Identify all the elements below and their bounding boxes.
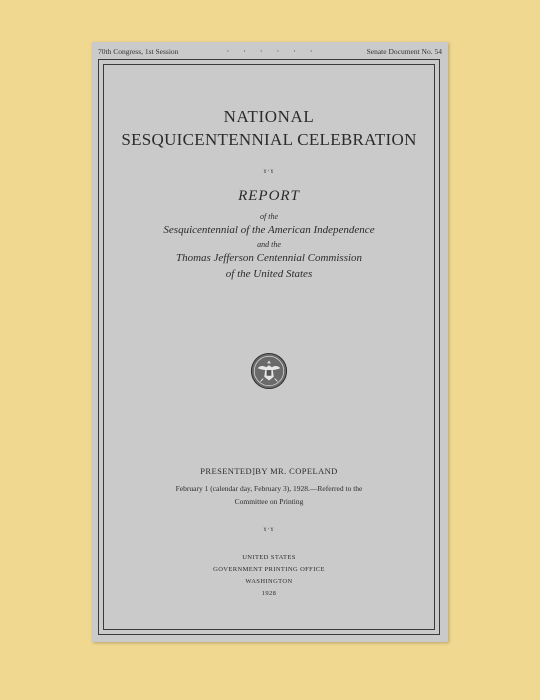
referral-line-2: Committee on Printing [234,497,304,506]
imprint-line-3: WASHINGTON [245,578,293,585]
report-line-2: Thomas Jefferson Centennial Commission [175,252,363,264]
ornament-top: ɤ∙ɤ [263,167,275,175]
outer-border [98,59,440,635]
report-heading: REPORT [238,188,300,204]
referral-line-1: February 1 (calendar day, February 3), 1928.—Referred to the [175,484,363,493]
title-line-2: SESQUICENTENNIAL CELEBRATION [121,130,417,149]
imprint-line-1: UNITED STATES [242,554,296,561]
report-line-1: Sesquicentennial of the American Independence [163,224,375,236]
session-label: 70th Congress, 1st Session [98,46,179,56]
document-header [98,45,442,57]
report-line-3: of the United States [225,268,313,280]
title-line-1: NATIONAL [223,107,315,126]
presented-by: PRESENTED]BY MR. COPELAND [200,466,338,476]
imprint-line-2: GOVERNMENT PRINTING OFFICE [213,566,325,573]
document-number: Senate Document No. 54 [366,46,442,56]
ornament-bottom: ɤ∙ɤ [263,525,275,533]
great-seal-icon [250,352,288,390]
document-cover [92,42,448,642]
imprint-year: 1928 [261,590,277,597]
header-dots: · · · · · · [226,46,319,56]
of-the-label: of the [260,212,278,221]
and-the-label: and the [257,240,281,249]
